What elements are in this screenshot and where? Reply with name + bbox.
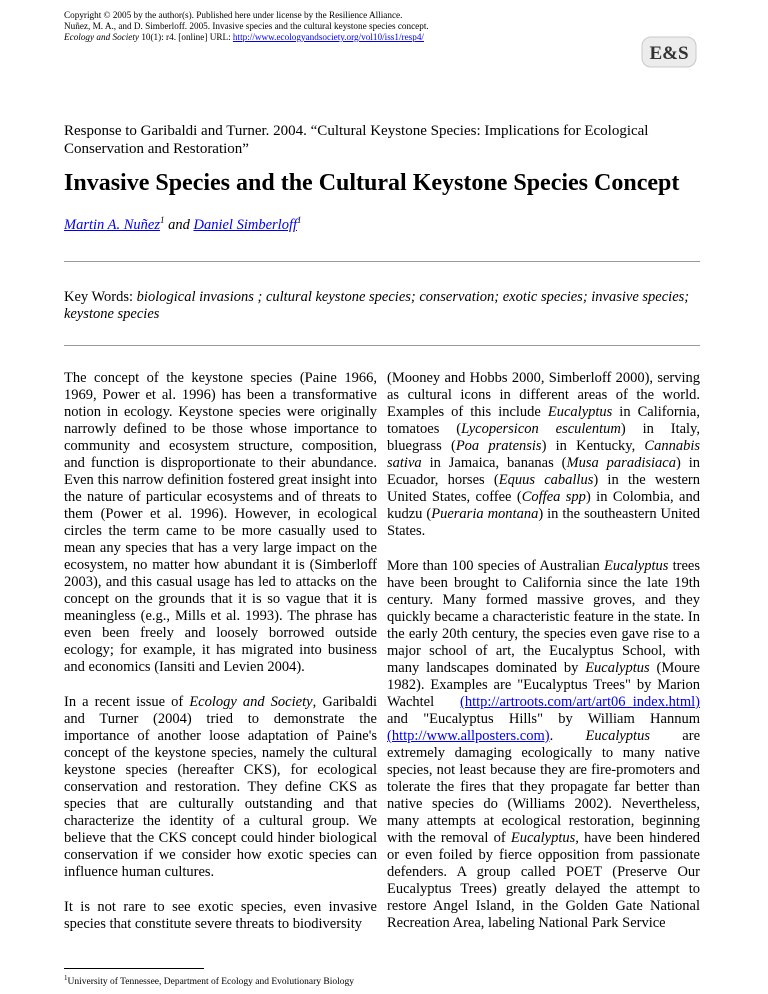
- citation-volume: 10(1): r4. [online] URL:: [139, 32, 233, 42]
- paragraph: It is not rare to see exotic species, even invasive species that constitute severe threats to biodiversity: [64, 899, 377, 932]
- journal-name: Ecology and Society: [64, 32, 140, 42]
- logo-text: E&S: [649, 43, 689, 64]
- paragraph: (Mooney and Hobbs 2000, Simberloff 2000), serving as cultural icons in different areas of the world. Examples of this include Eucalyptus in California, tomatoes (Lycopersicon esculentum) in Italy, bluegrass (Poa pratensis) in Kentucky, Cannabis sativa in Jamaica, bananas (Musa paradisiaca) in Ecuador, horses (Equus caballus) in the western United States, coffee (Coffea spp) in Colombia, and kudzu (Pueraria montana) in the southeastern United States.: [387, 370, 701, 539]
- author-link-simberloff[interactable]: Daniel Simberloff: [193, 216, 298, 233]
- body-column-right: [387, 370, 700, 950]
- author-affiliation-mark: 1: [160, 215, 165, 225]
- footnote: [64, 973, 464, 988]
- author-link-nunez[interactable]: Martin A. Nuñez: [64, 216, 160, 233]
- article-url-link[interactable]: http://www.ecologyandsociety.org/vol10/iss1/resp4/: [232, 32, 424, 42]
- keywords-list: biological invasions ; cultural keystone species; conservation; exotic species; invasive species; keystone species: [64, 289, 690, 322]
- journal-name: Ecology and Society: [189, 694, 313, 710]
- divider: [64, 261, 700, 262]
- keywords-label: Key Words:: [64, 289, 137, 305]
- divider: [64, 345, 700, 346]
- citation-line: Nuñez, M. A., and D. Simberloff. 2005. Invasive species and the cultural keystone species concept.: [64, 21, 429, 31]
- artroots-link[interactable]: (http://artroots.com/art/art06_index.html): [459, 694, 700, 710]
- authors-line: [64, 211, 664, 234]
- article-title: Invasive Species and the Cultural Keystone Species Concept: [64, 170, 680, 196]
- paragraph: In a recent issue of Ecology and Society, Garibaldi and Turner (2004) tried to demonstrate the importance of another loose adaptation of Paine's concept of the keystone species, namely the cultural keystone species (hereafter CKS), for ecological conservation and restoration. They define CKS as species that are culturally outstanding and that characterize the identity of a cultural group. We believe that the CKS concept could hinder biological conservation if we consider how exotic species can influence human cultures.: [64, 694, 378, 880]
- footnote-text: University of Tennessee, Department of Ecology and Evolutionary Biology: [67, 977, 354, 988]
- footnote-divider: [64, 968, 204, 969]
- keywords: [64, 289, 700, 323]
- allposters-link[interactable]: (http://www.allposters.com): [387, 728, 550, 744]
- citation-journal-line: [64, 32, 624, 43]
- authors-conjunction: and: [164, 216, 194, 233]
- author-affiliation-mark: 1: [297, 215, 302, 225]
- es-logo: [640, 34, 698, 70]
- paragraph: More than 100 species of Australian Eucalyptus trees have been brought to California since the late 19th century. Many formed massive groves, and they quickly became a characteristic feature in the state. In the early 20th century, the species even gave rise to a major school of art, the Eucalyptus School, with many landscapes dominated by Eucalyptus (Moure 1982). Examples are "Eucalyptus Trees" by Marion Wachtel (http://artroots.com/art/art06_index.html) and "Eucalyptus Hills" by William Hannum (http://www.allposters.com). Eucalyptus are extremely damaging ecologically to many native species, not least because they are fire-promoters and tolerate the fires that they propagate far better than native species do (Williams 2002). Nevertheless, many attempts at ecological restoration, beginning with the removal of Eucalyptus, have been hindered or even foiled by fierce opposition from passionate defenders. A group called POET (Preserve Our Eucalyptus Trees) greatly delayed the attempt to restore Angel Island, in the Golden Gate National Recreation Area, labeling National Park Service: [387, 558, 701, 931]
- copyright-block: [64, 10, 624, 43]
- copyright-line: Copyright © 2005 by the author(s). Published here under license by the Resilience Alliance.: [64, 10, 403, 20]
- paragraph: The concept of the keystone species (Paine 1966, 1969, Power et al. 1996) has been a transformative notion in ecology. Keystone species were originally narrowly defined to be those whose importance to community and ecosystem structure, composition, and function is disproportionate to their abundance. Even this narrow definition fostered great insight into the nature of particular ecosystems and of threats to them (Power et al. 1996). However, in ecological circles the term came to be more casually used to mean any species that has a very large impact on the ecosystem, no matter how abundant it is (Simberloff 2003), and this casual usage has led to attacks on the concept on the grounds that it is so vague that it is meaningless (e.g., Mills et al. 1993). The phrase has even been freely and loosely borrowed outside ecology; for example, it has migrated into business and economics (Iansiti and Levien 2004).: [64, 370, 377, 675]
- footnote-mark: 1: [64, 974, 68, 982]
- response-line: Response to Garibaldi and Turner. 2004. “Cultural Keystone Species: Implications for Ecological Conservation and Restoration”: [64, 123, 649, 157]
- body-column-left: [64, 370, 377, 951]
